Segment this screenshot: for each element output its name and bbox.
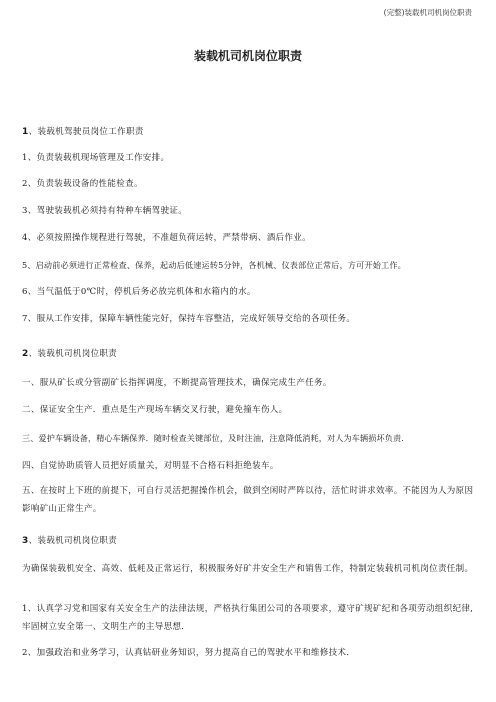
section-3-number: 3 <box>22 536 29 546</box>
section-1-heading <box>22 127 144 138</box>
section-1-number: 1 <box>22 127 29 137</box>
section-3-intro: 为确保装载机安全、高效、低耗及正常运行，积极服务好矿井安全生产和销售工作，特制定装载机司机岗位责任制。 <box>22 564 474 574</box>
section-2-item-3: 三、爱护车辆设备，精心车辆保养．随时检查关键部位，及时注油，注意降低消耗，对人为车辆损坏负责． <box>22 433 410 443</box>
section-3-item-2: 2、加强政治和业务学习，认真钻研业务知识，努力提高自己的驾驶水平和维修技术． <box>22 648 356 658</box>
section-1-item-5: 5、启动前必须进行正常检查、保养，起动后低速运转5分钟，各机械、仪表部位正常后，方可开始工作。 <box>22 260 406 270</box>
page-header: (完整)装载机司机岗位职责 <box>383 8 472 17</box>
section-1-item-7: 7、服从工作安排，保障车辆性能完好，保持车容整洁，完成好领导交给的各项任务。 <box>22 314 356 324</box>
section-1-item-2: 2、负责装载设备的性能检查。 <box>22 179 143 189</box>
section-2-title: 、装载机司机岗位职责 <box>28 349 118 359</box>
section-2-item-4: 四、自觉协助质管人员把好质量关，对明显不合格石料拒绝装车。 <box>22 461 279 471</box>
section-3-heading <box>22 536 117 547</box>
section-1-item-1: 1、负责装载机现场管理及工作安排。 <box>22 153 170 163</box>
section-1-title: 、装载机驾驶员岗位工作职责 <box>28 127 144 137</box>
section-3-title: 、装载机司机岗位职责 <box>28 536 118 546</box>
section-2-item-1: 一、服从矿长或分管副矿长指挥调度，不断提高管理技术，确保完成生产任务。 <box>22 378 332 388</box>
section-1-item-4: 4、必须按照操作规程进行驾驶，不准超负荷运转，严禁带病、酒后作业。 <box>22 233 311 243</box>
section-1-item-3: 3、驾驶装载机必须持有特种车辆驾驶证。 <box>22 206 188 216</box>
section-1-item-6: 6、当气温低于0℃时，停机后务必放完机体和水箱内的水。 <box>22 287 256 297</box>
section-2-number: 2 <box>22 349 29 359</box>
section-2-item-5: 五、在按时上下班的前提下，可自行灵活把握操作机会，做到空闲时严阵以待，活忙时讲求效率。不能因为人为原因影响矿山正常生产。 <box>22 486 474 514</box>
section-2-heading <box>22 349 117 360</box>
section-3-item-1: 1、认真学习党和国家有关安全生产的法律法规，严格执行集团公司的各项要求，遵守矿规矿纪和各项劳动组织纪律,牢固树立安全第一、文明生产的主导思想． <box>22 604 474 632</box>
document-title: 装载机司机岗位职责 <box>193 49 302 63</box>
section-2-item-2: 二、保证安全生产．重点是生产现场车辆交叉行驶，避免撞车伤人。 <box>22 405 288 415</box>
